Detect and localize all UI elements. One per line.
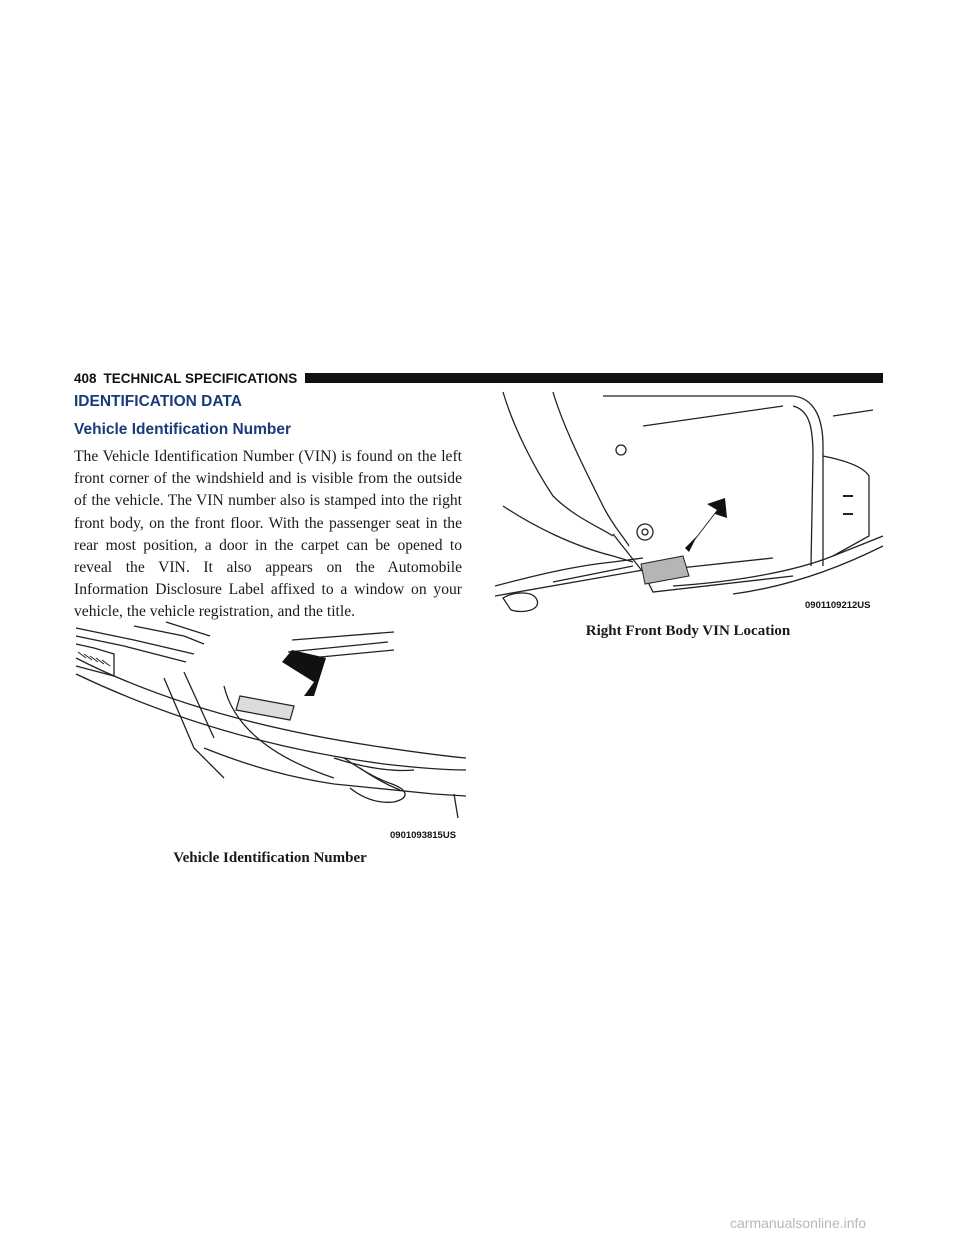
- header-rule: [305, 373, 883, 383]
- watermark: carmanualsonline.info: [730, 1215, 867, 1231]
- arrow-icon: [282, 650, 326, 696]
- body-paragraph: The Vehicle Identification Number (VIN) is found on the left front corner of the windshield and is visible from the outside of the vehicle. The VIN number also is stamped into the right front body, on the front floor. With the passenger seat in the rear most position, a door in the carpet can be opened to reveal the VIN. It also appears on the Automobile Information Disclosure Label affixed to a window on your vehicle, the vehicle registration, and the title.: [74, 448, 462, 621]
- figure-code: 0901109212US: [805, 600, 871, 611]
- windshield-illustration: [74, 618, 466, 844]
- page-header: [74, 369, 883, 387]
- figure-caption-windshield: Vehicle Identification Number: [173, 850, 367, 866]
- subheading: Vehicle Identification Number: [74, 421, 292, 438]
- arrow-icon: [685, 498, 727, 552]
- figure-code: 0901093815US: [390, 830, 457, 841]
- page-number: 408: [74, 370, 97, 386]
- figure-windshield-vin: [74, 618, 466, 844]
- main-heading: IDENTIFICATION DATA: [74, 393, 242, 410]
- figure-caption-body-vin: Right Front Body VIN Location: [585, 623, 791, 639]
- section-title: TECHNICAL SPECIFICATIONS: [103, 370, 298, 386]
- floor-illustration: [493, 386, 883, 614]
- figure-right-front-body-vin: [493, 386, 883, 614]
